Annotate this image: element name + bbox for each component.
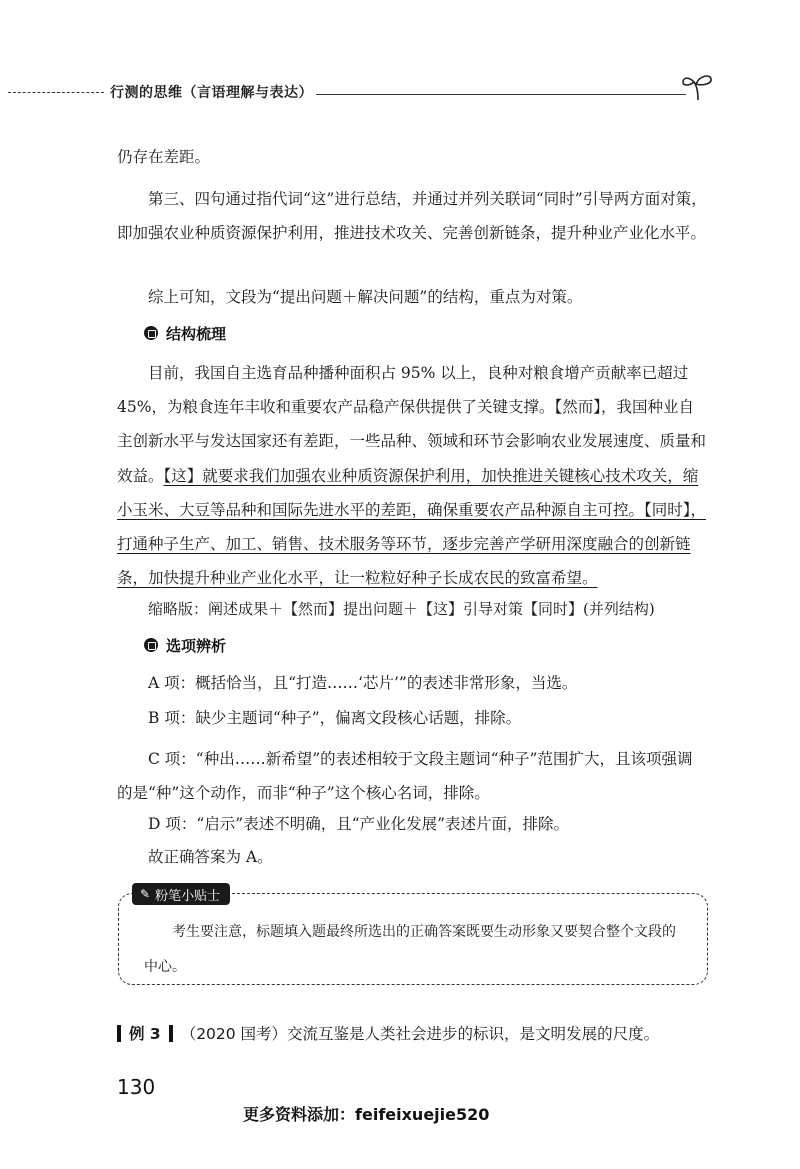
page-number: 130: [117, 1075, 156, 1099]
footer-note: [243, 1102, 489, 1125]
option-b: B 项：缺少主题词“种子”，偏离文段核心话题，排除。: [148, 709, 522, 727]
structure-plain-text: 目前，我国自主选育品种播种面积占 95% 以上，良种对粮食增产贡献率已超过 45%，为粮食连年丰收和重要农产品稳产保供提供了关键支撑。【然而】，我国种业自主创新水平与发达国家还有差距，一些品种、领域和环节会影响农业发展速度、质量和效益。: [117, 364, 707, 485]
options-heading-text: 选项辨析: [166, 636, 227, 655]
structure-paragraph: [117, 356, 707, 595]
options-badge-icon: [144, 638, 158, 652]
tip-tag: [132, 883, 230, 905]
paragraph-continuation: 仍存在差距。: [117, 148, 211, 166]
example-bar-right: [169, 1025, 173, 1042]
example-text: （2020 国考）交流互鉴是人类社会进步的标识，是文明发展的尺度。: [180, 1025, 660, 1043]
structure-underlined-text: 【这】就要求我们加强农业种质资源保护利用，加快推进关键核心技术攻关，缩小玉米、大豆等品种和国际先进水平的差距，确保重要农产品种源自主可控。【同时】，打通种子生产、加工、销售、技术服务等环节，逐步完善产学研用深度融合的创新链条，加快提升种业产业化水平，让一粒粒好种子长成农民的致富希望。: [117, 466, 707, 588]
tip-text: 考生要注意，标题填入题最终所选出的正确答案既要生动形象又要契合整个文段的中心。: [144, 924, 676, 975]
chalk-icon: ✎: [140, 887, 151, 901]
paragraph-conclusion: 综上可知，文段为“提出问题＋解决问题”的结构，重点为对策。: [148, 288, 583, 306]
header-rule-right: [316, 94, 686, 95]
header-rule-left: [8, 92, 104, 93]
example-label: 例 3: [129, 1025, 161, 1043]
header-title: 行测的思维（言语理解与表达）: [110, 85, 313, 101]
section-heading-structure: [144, 322, 226, 344]
structure-badge-icon: [144, 326, 158, 340]
footer-handle: feifeixuejie520: [355, 1105, 490, 1124]
structure-summary: 缩略版：阐述成果＋【然而】提出问题＋【这】引导对策【同时】(并列结构): [148, 600, 655, 618]
structure-heading-text: 结构梳理: [166, 324, 227, 343]
tip-tag-label: 粉笔小贴士: [155, 888, 221, 904]
section-heading-options: [144, 634, 226, 656]
example-bar-left: [117, 1025, 121, 1042]
sprout-icon: [680, 70, 716, 104]
footer-prefix: 更多资料添加：: [243, 1105, 356, 1124]
answer-line: 故正确答案为 A。: [148, 848, 273, 866]
option-d: D 项：“启示”表述不明确，且“产业化发展”表述片面，排除。: [148, 815, 570, 833]
paragraph-analysis: 第三、四句通过指代词“这”进行总结，并通过并列关联词“同时”引导两方面对策，即加强农业种质资源保护利用，推进技术攻关、完善创新链条，提升种业产业化水平。: [117, 190, 707, 242]
option-a: A 项：概括恰当，且“打造……‘芯片’”的表述非常形象，当选。: [148, 674, 578, 692]
page-header: [0, 70, 800, 110]
option-c: C 项：“种出……新希望”的表述相较于文段主题词“种子”范围扩大，且该项强调的是“种”这个动作，而非“种子”这个核心名词，排除。: [117, 750, 693, 802]
example-line: [117, 1022, 717, 1044]
